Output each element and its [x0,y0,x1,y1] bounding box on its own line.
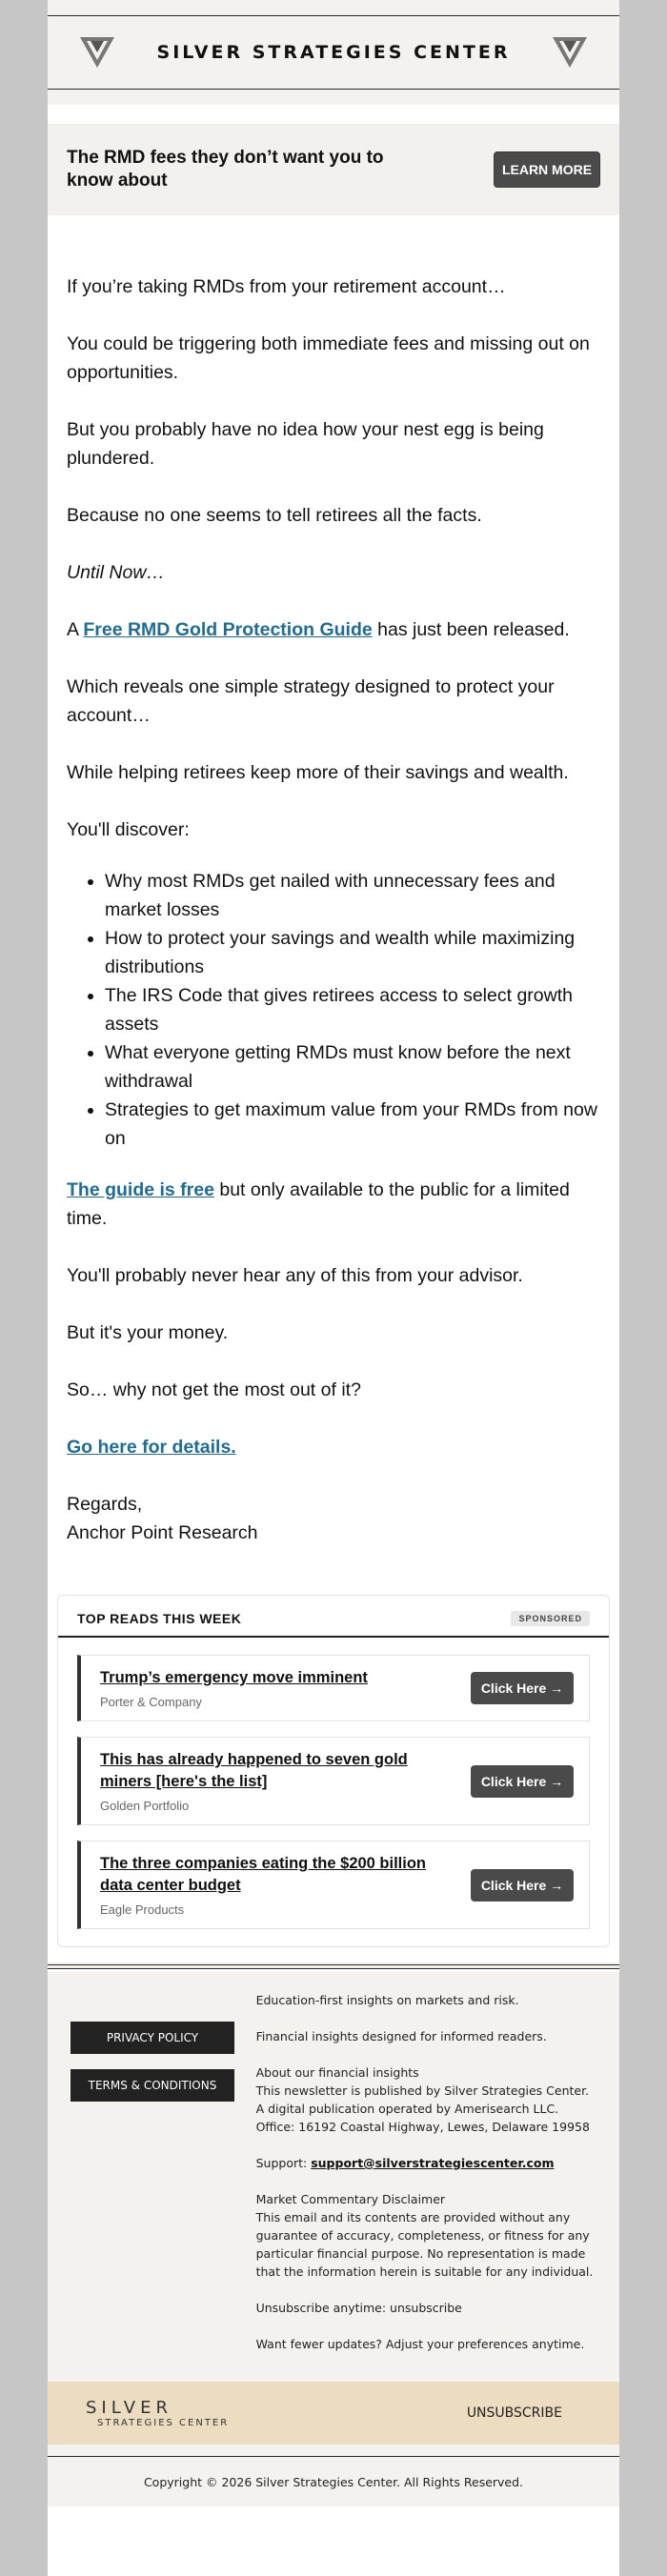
body-paragraph: You'll probably never hear any of this from your advisor. [67,1265,523,1286]
about-line: A digital publication operated by Amerisearch LLC. [255,2102,559,2116]
signature [67,1490,600,1547]
header-top-band [48,0,619,15]
list-item: • Strategies to get maximum value from your RMDs from now on [105,1096,600,1153]
top-reads-header [58,1611,609,1638]
copyright-text: Copyright © 2026 Silver Strategies Center. All Rights Reserved. [48,2457,619,2506]
list-item: • What everyone getting RMDs must know before the next withdrawal [105,1038,600,1096]
body-paragraph [67,1433,600,1461]
read-card-text [100,1667,462,1709]
footer-disclaimer [256,2190,596,2281]
header [48,16,619,89]
footer-about [256,2063,596,2136]
body-paragraph: So… why not get the most out of it? [67,1379,361,1400]
body-paragraph [67,558,600,587]
body-paragraph: While helping retirees keep more of their savings and wealth. [67,762,569,783]
footer-logo-line1: SILVER [86,2397,172,2418]
top-reads-title: TOP READS THIS WEEK [77,1611,242,1626]
footer-tagline: Financial insights designed for informed readers. [255,2029,547,2043]
copyright-area [48,2445,619,2506]
footer-rules [48,1962,619,1969]
top-reads-list [58,1638,609,1929]
footer-brand-bar [48,2382,619,2445]
privacy-policy-button[interactable]: PRIVACY POLICY [71,2022,234,2054]
read-card [77,1841,590,1929]
footer-text [256,1991,596,2353]
body-paragraph [67,1176,600,1233]
read-card [77,1655,590,1721]
footer-preferences-line[interactable]: Want fewer updates? Adjust your preferences anytime. [255,2337,585,2351]
details-link[interactable]: Go here for details. [67,1437,236,1458]
body-paragraph: Because no one seems to tell retirees all the facts. [67,505,482,526]
text-segment: A [67,619,84,640]
footer-logo [86,2399,229,2428]
read-title-link[interactable]: This has already happened to seven gold miners [here's the list] [100,1751,408,1790]
guide-free-link[interactable]: The guide is free [67,1179,214,1200]
read-card [77,1737,590,1825]
text-segment: has just been released. [372,619,570,640]
footer [48,1972,619,2382]
click-here-button[interactable]: Click Here → [471,1672,574,1704]
click-here-button[interactable]: Click Here → [471,1869,574,1902]
until-now-text: Until Now… [67,562,165,583]
footer-rule [48,1964,619,1965]
banner-headline: The RMD fees they don’t want you to know about [67,148,384,191]
body-paragraph: You'll discover: [67,819,190,840]
email-container [48,0,619,2576]
footer-logo-line2: STRATEGIES CENTER [97,2417,230,2428]
body-paragraph: If you’re taking RMDs from your retirement account… [67,276,506,297]
list-item: • Why most RMDs get nailed with unnecessary fees and market losses [105,867,600,924]
body-paragraph: You could be triggering both immediate fees and missing out on opportunities. [67,333,590,383]
body-paragraph: But it's your money. [67,1322,229,1343]
signature-greeting: Regards, [67,1494,143,1515]
discover-list [67,867,600,1153]
chevron-logo-icon [78,33,116,71]
footer-tagline: Education-first insights on markets and risk. [255,1993,519,2007]
disclaimer-text: This email and its contents are provided without any guarantee of accuracy, completeness, or fitness for any particular financial purpose. No representation is made that the information herein is suitable for any individual. [255,2210,594,2279]
promo-banner [48,124,619,215]
email-body [48,215,619,1547]
sponsored-badge: SPONSORED [511,1611,590,1626]
header-bottom-band [48,90,619,105]
disclaimer-title: Market Commentary Disclaimer [255,2192,446,2206]
read-card-text [100,1853,462,1917]
brand-title: SILVER STRATEGIES CENTER [156,42,511,63]
body-paragraph: Which reveals one simple strategy designed to protect your account… [67,676,555,726]
read-source: Porter & Company [100,1695,202,1709]
click-here-button[interactable]: Click Here → [471,1765,574,1798]
read-title-link[interactable]: Trump’s emergency move imminent [100,1669,368,1686]
list-item: • The IRS Code that gives retirees access to select growth assets [105,981,600,1038]
support-email-link[interactable]: support@silverstrategiescenter.com [311,2156,555,2170]
signature-name: Anchor Point Research [67,1522,258,1543]
body-paragraph: But you probably have no idea how your nest egg is being plundered. [67,419,544,469]
unsubscribe-link[interactable]: UNSUBSCRIBE [466,2405,562,2421]
footer-rule [48,1968,619,1969]
guide-link[interactable]: Free RMD Gold Protection Guide [83,619,373,640]
text-segment: but only available to the public for a limited time. [67,1179,570,1229]
terms-button[interactable]: TERMS & CONDITIONS [71,2069,234,2102]
read-source: Eagle Products [100,1902,185,1917]
about-line: Office: 16192 Coastal Highway, Lewes, Delaware 19958 [255,2120,590,2134]
footer-links [71,1991,256,2353]
footer-support [256,2154,596,2172]
about-line: This newsletter is published by Silver Strategies Center. [255,2083,590,2098]
top-reads-section [57,1595,610,1947]
about-title: About our financial insights [255,2065,419,2080]
support-label: Support: [255,2156,312,2170]
list-item: • How to protect your savings and wealth while maximizing distributions [105,924,600,981]
footer-unsubscribe-line[interactable]: Unsubscribe anytime: unsubscribe [255,2301,462,2315]
learn-more-button[interactable]: LEARN MORE [494,151,600,188]
chevron-logo-icon [551,33,589,71]
body-paragraph [67,615,600,644]
read-source: Golden Portfolio [100,1799,190,1813]
read-title-link[interactable]: The three companies eating the $200 billion data center budget [100,1855,427,1894]
read-card-text [100,1749,462,1813]
